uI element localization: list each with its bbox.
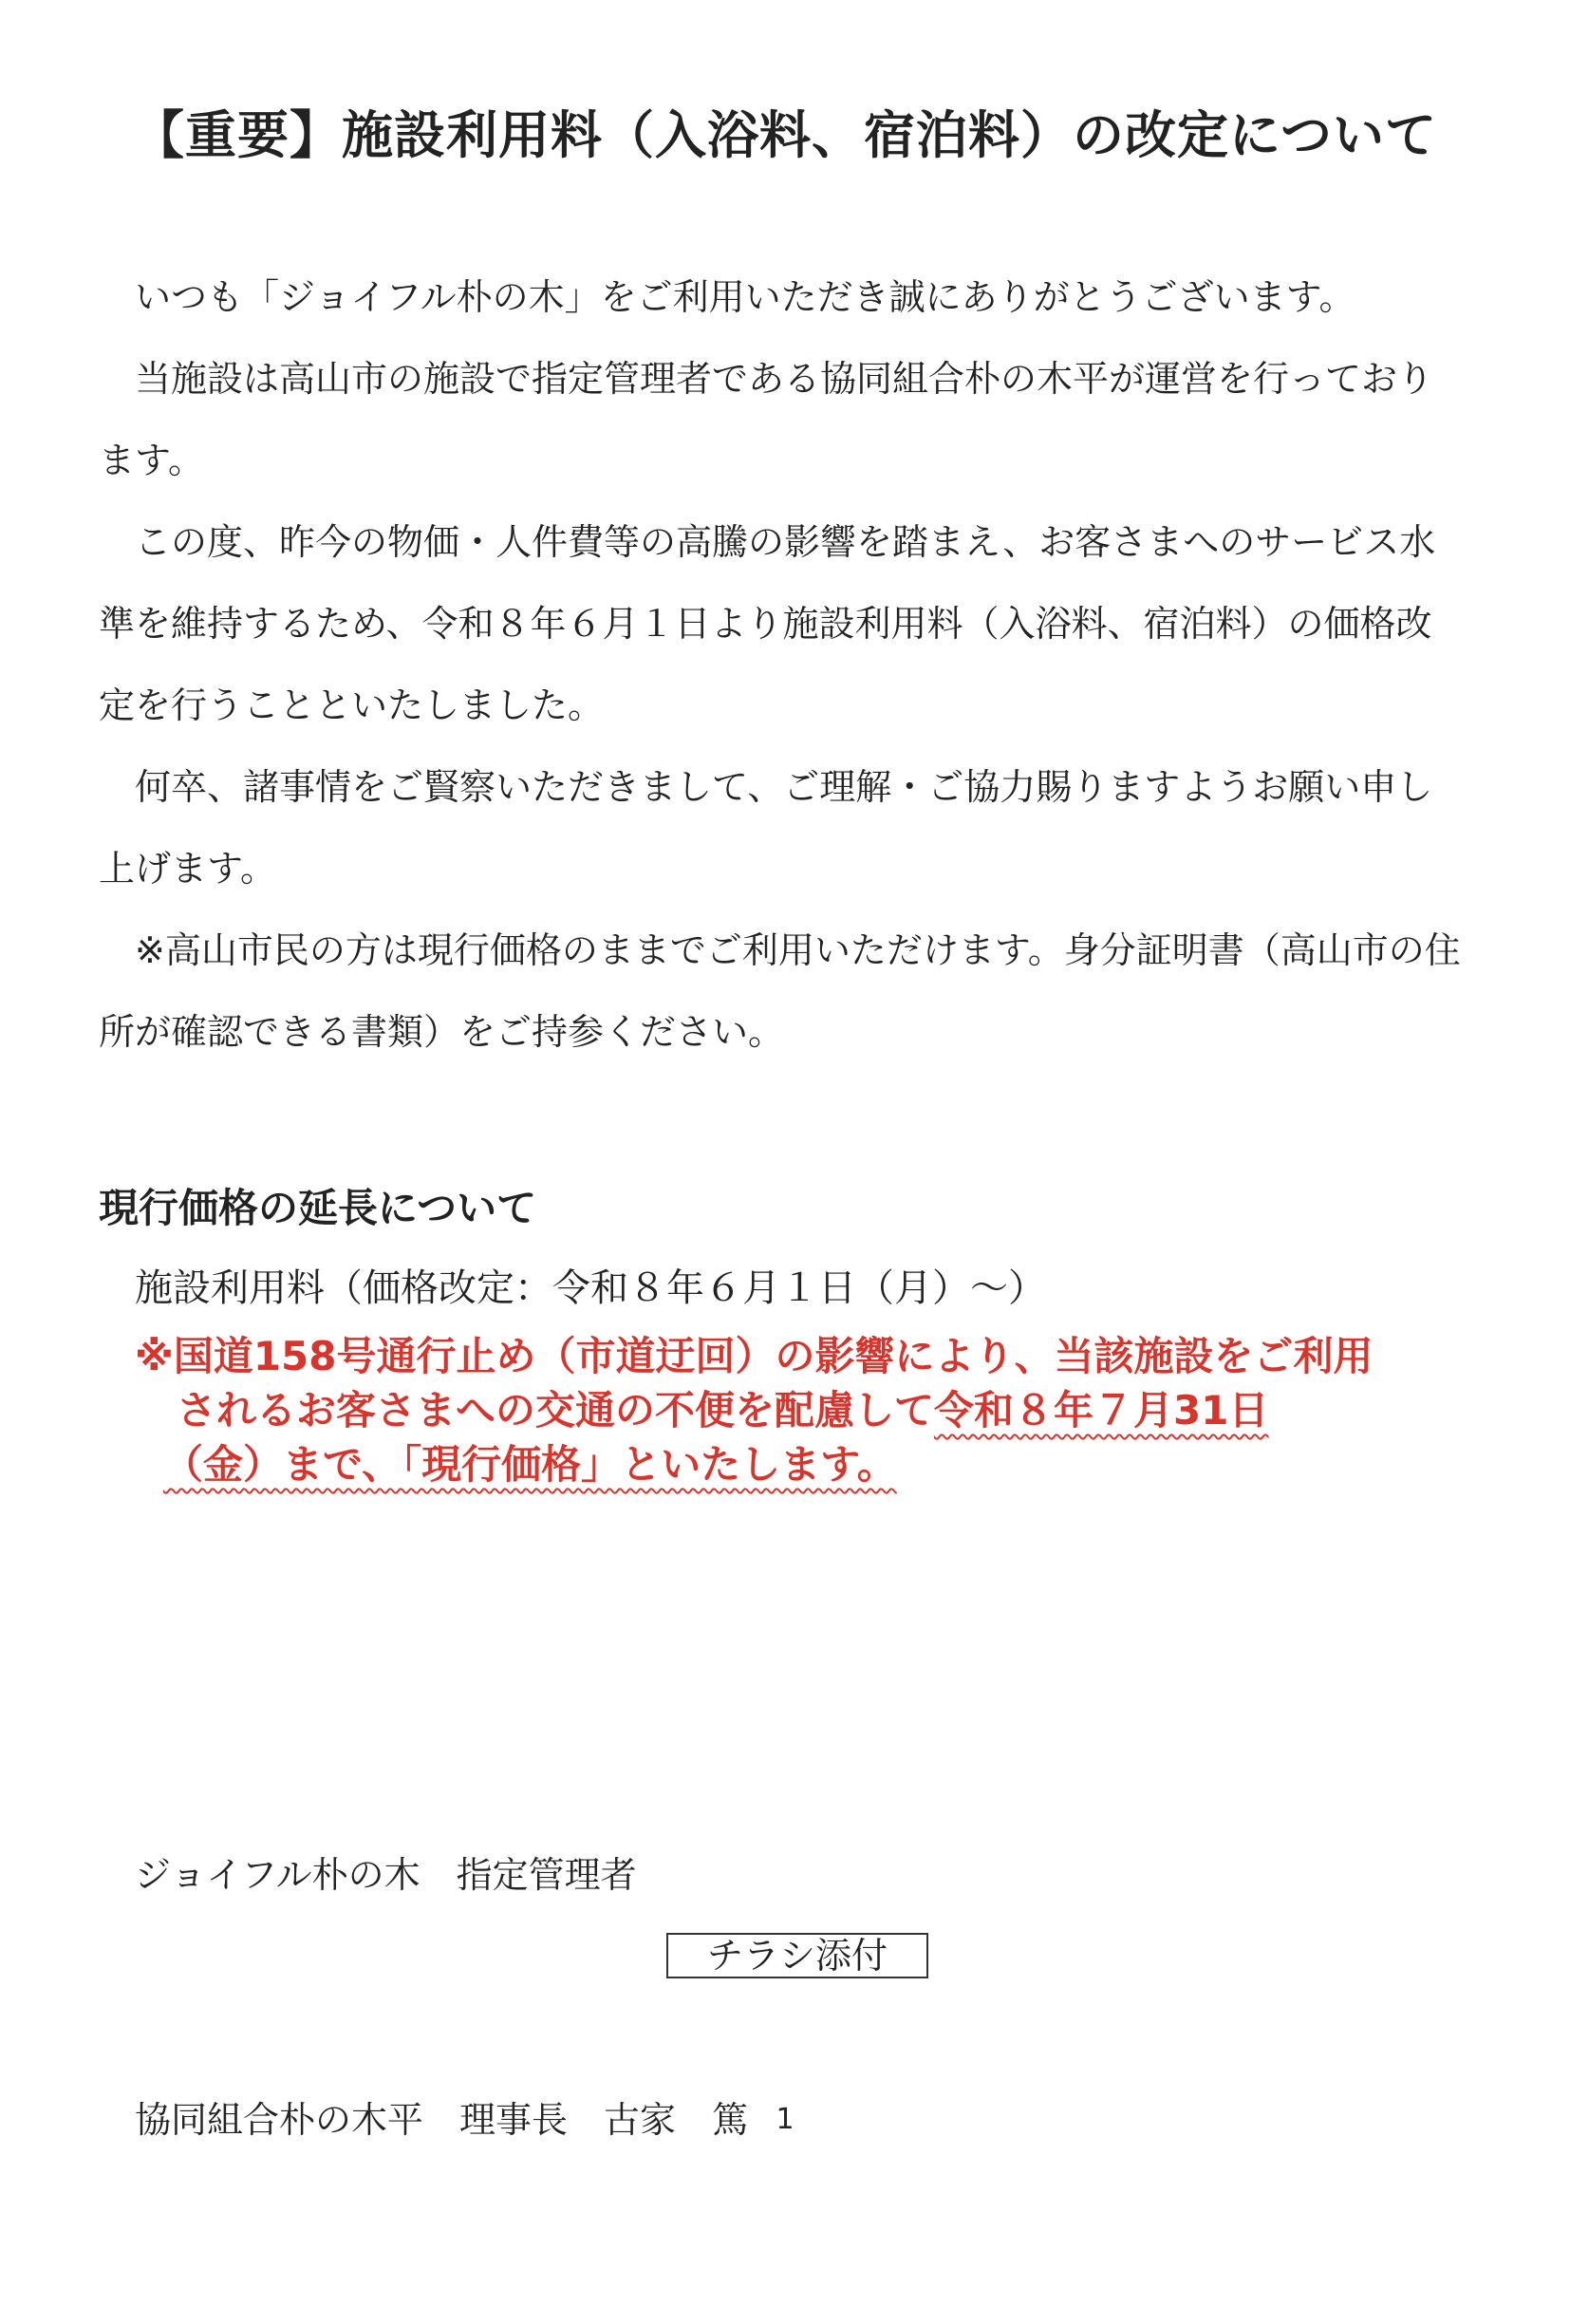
notice-line-2 [135,1383,1464,1437]
notice-line-1: ※国道158号通行止め（市道迂回）の影響により、当該施設をご利用 [135,1333,1374,1379]
attachment-label-box: チラシ添付 [666,1933,928,1978]
paragraph-request: 何卒、諸事情をご賢察いただきまして、ご理解・ご協力賜りますようお願い申し上げます。 [99,766,1433,890]
body-text [99,256,1466,1073]
paragraph-price-revision: この度、昨今の物価・人件費等の高騰の影響を踏まえ、お客さまへのサービス水準を維持するため、令和８年６月１日より施設利用料（入浴料、宿泊料）の価格改定を行うことといたしました。 [99,521,1436,726]
notice-deadline-date: 令和８年７月31日 [934,1387,1269,1434]
notice-line-3 [135,1437,1464,1491]
document-title: 【重要】施設利用料（入浴料、宿泊料）の改定について [133,105,1437,165]
notice-deadline-text: （金）まで、「現行価格」といたします。 [163,1441,897,1488]
paragraph-operator: 当施設は高山市の施設で指定管理者である協同組合朴の木平が運営を行っております。 [99,358,1434,481]
section-title: 現行価格の延長について [99,1185,537,1231]
notice-line-2-text: されるお客さまへの交通の不便を配慮して [177,1387,935,1434]
signature-line-2: 協同組合朴の木平 理事長 古家 篤 [135,2099,749,2141]
extension-notice [135,1329,1464,1491]
page-number: 1 [776,2103,794,2136]
signature-block [135,1671,748,2324]
fee-line: 施設利用料（価格改定：令和８年６月１日（月）～） [135,1266,1046,1310]
paragraph-resident-note: ※高山市民の方は現行価格のままでご利用いただけます。身分証明書（高山市の住所が確認できる書類）をご持参ください。 [99,929,1461,1053]
paragraph-greeting: いつも「ジョイフル朴の木」をご利用いただき誠にありがとうございます。 [135,276,1355,318]
signature-line-1: ジョイフル朴の木 指定管理者 [135,1854,637,1896]
